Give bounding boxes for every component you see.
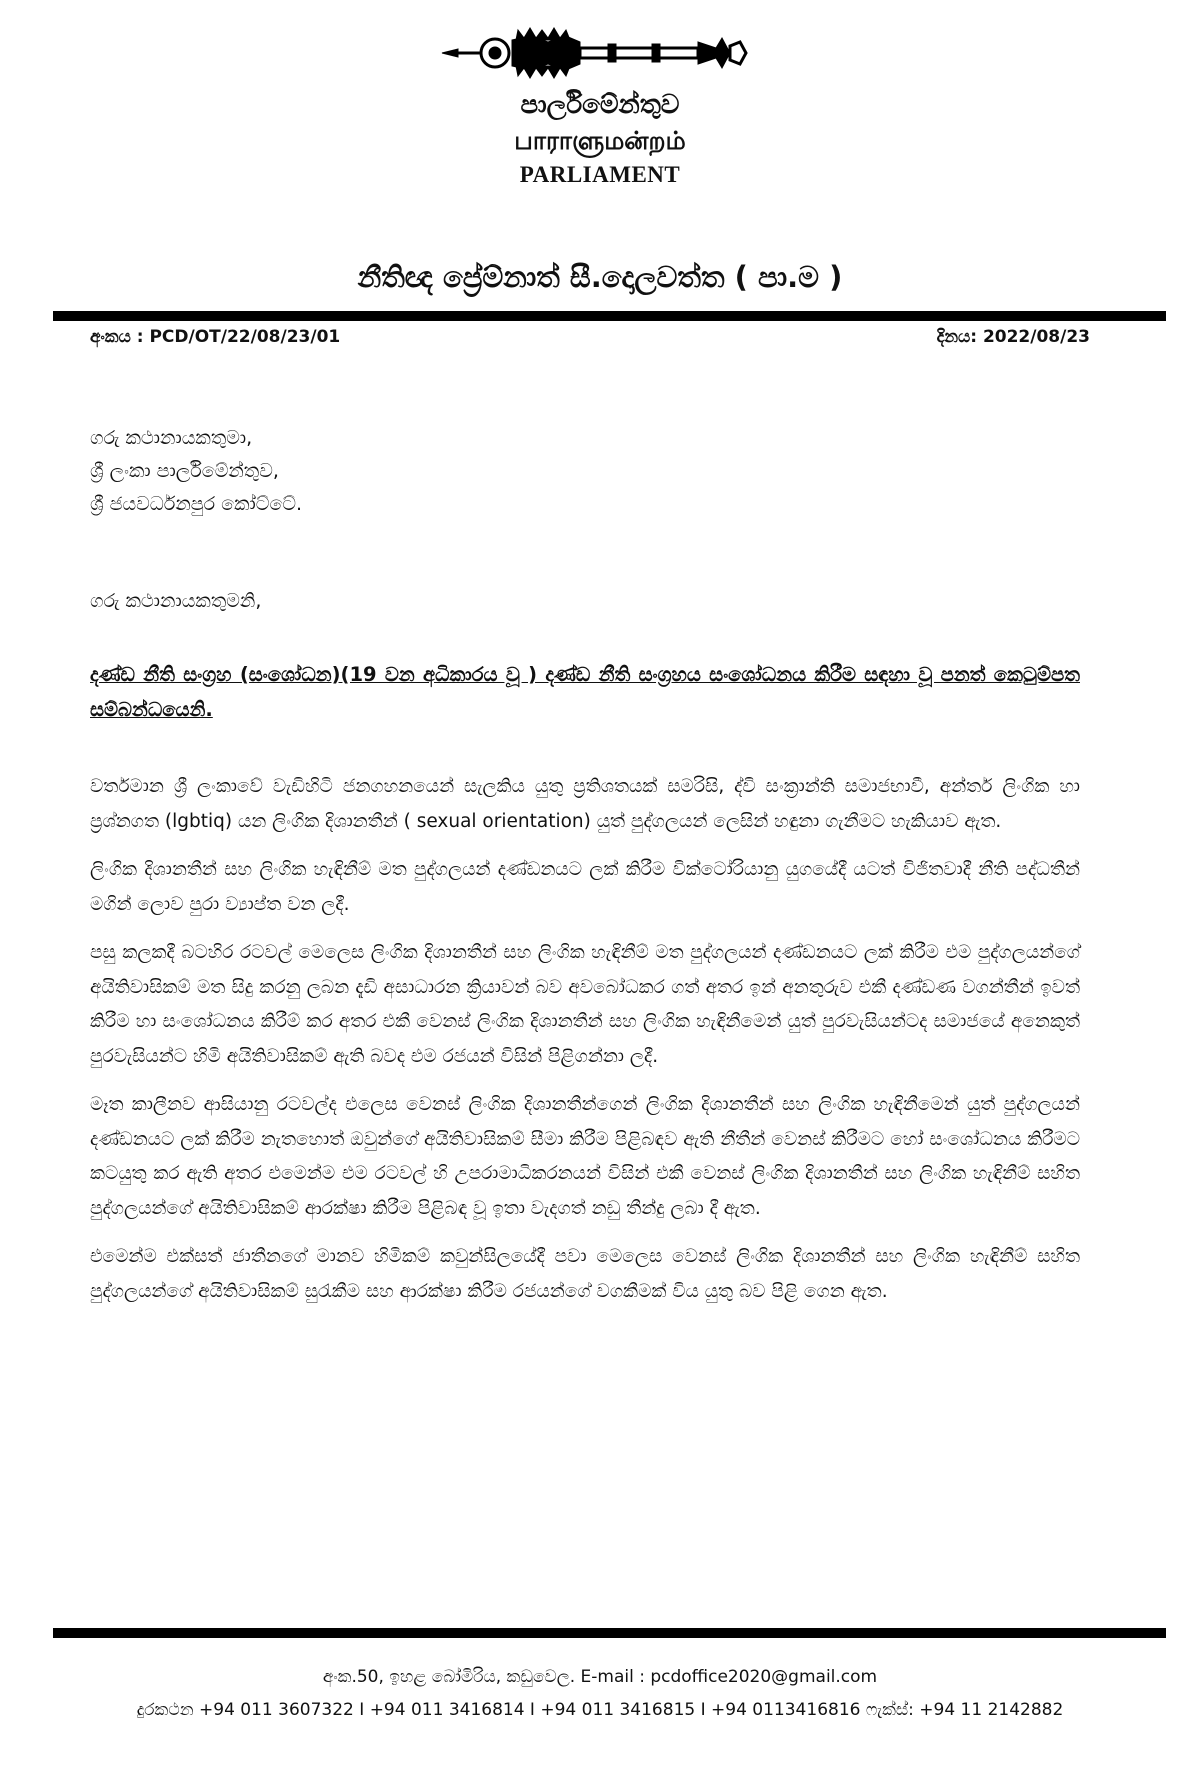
- body-paragraph: මෑත කාලීනව ආසියානු රටවල්ද එලෙස වෙනස් ලිංගික දිශානතීන්ගෙන් ලිංගික දිශානතීන් සහ ලිංගික හැඳිනීමෙන් යුත් පුද්ගලයන් දණ්ඩනයට ලක් කිරීම නැතහොත් ඔවුන්ගේ අයිතිවාසිකම් සීමා කිරීම පිළිබඳව ඇති නීතීන් වෙනස් කිරීමට හෝ සංශෝධනය කිරීමට කටයුතු කර ඇති අතර එමෙන්ම එම රටවල් හි උපරාමාධිකරනයන් විසින් එකී වෙනස් ලිංගික දිශානතීන් සහ ලිංගික හැඳිනීම් සහිත පුද්ගලයන්ගේ අයිතිවාසිකම් ආරක්ෂා කිරීම පිළිබඳ වූ ඉතා වැදගත් නඩු තීන්දු ලබා දී ඇත.: [90, 1094, 1080, 1219]
- letter-body: [90, 770, 1080, 1323]
- footer-phone-fax: දුරකථන +94 011 3607322 I +94 011 3416814 I +94 011 3416815 I +94 0113416816 ෆැක්ස්: +94 11 2142882: [136, 1700, 1064, 1720]
- parliament-mace-emblem: [440, 22, 760, 84]
- salutation: ගරු කථානායකතුමනි,: [90, 590, 262, 612]
- body-paragraph: වර්තමාන ශ්‍රී ලංකාවේ වැඩිහිටි ජනගහනයෙන් සැලකිය යුතු ප්‍රතිශතයක් සමරිසි, ද්වි සංක්‍රාන්ති සමාජභාවී, අන්තර් ලිංගික හා ප්‍රශ්නගත (lgbtiq) යන ලිංගික දිශානතීන් ( sexual orientation) යුත් පුද්ගලයන් ලෙසින් හඳුනා ගැනීමට හැකියාව ඇත.: [90, 776, 1080, 832]
- recipient-address: [90, 422, 302, 521]
- footer-address-email: අංක.50, ඉහළ බෝමිරිය, කඩුවෙල. E-mail : pcdoffice2020@gmail.com: [322, 1667, 878, 1687]
- address-line: ශ්‍රී ලංකා පාර්ලිමේන්තුව,: [90, 460, 279, 482]
- address-line: ශ්‍රී ජයවර්ධනපුර කෝට්ටේ.: [90, 493, 303, 515]
- reference-number: අංකය : PCD/OT/22/08/23/01: [90, 327, 341, 347]
- body-paragraph: ලිංගික දිශානතීන් සහ ලිංගික හැඳිනීම් මත පුද්ගලයන් දණ්ඩනයට ලක් කිරීම වික්ටෝරියානු යුගයේදී යටත් විජිතවාදී නීති පද්ධතීන් මගින් ලොව පුරා ව්‍යාප්ත වන ලදී.: [90, 859, 1080, 915]
- header-name-tamil: பாராளுமன்றம்: [514, 126, 686, 155]
- footer-divider: [53, 1628, 1166, 1638]
- header-divider: [53, 311, 1166, 321]
- header-name-english: PARLIAMENT: [519, 162, 681, 187]
- reference-row: [90, 327, 1090, 353]
- body-paragraph: එමෙන්ම එක්සත් ජාතීනගේ මානව හිමිකම් කවුන්සිලයේදී පවා මෙලෙස වෙනස් ලිංගික දිශානතීන් සහ ලිංගික හැඳිනීම් සහිත පුද්ගලයන්ගේ අයිතිවාසිකම් සුරැකීම සහ ආරක්ෂා කිරීම රජයන්ගේ වගකීමක් විය යුතු බව පිළි ගෙන ඇත.: [90, 1246, 1080, 1302]
- letter-subject: දණ්ඩ නීති සංග්‍රහ (සංශෝධන)(19 වන අධිකාරය වූ ) දණ්ඩ නීති සංග්‍රහය සංශෝධනය කිරීම සඳහා වූ පනත් කෙටුම්පත සම්බන්ධයෙනි.: [90, 663, 1080, 721]
- mp-name: නීතිඥ ප්‍රේම්නාත් සී.දොලවත්ත ( පා.ම ): [357, 260, 843, 294]
- body-paragraph: පසු කලකදී බටහිර රටවල් මෙලෙස ලිංගික දිශානතීන් සහ ලිංගික හැඳිනීම් මත පුද්ගලයන් දණ්ඩනයට ලක් කිරීම එම පුද්ගලයන්ගේ අයිතිවාසිකම් මත සිදු කරනු ලබන දැඩි අසාධාරන ක්‍රියාවන් බව අවබෝධකර ගත් අතර ඉන් අනතුරුව එකී දණ්ඩණ වගන්තීන් ඉවත් කිරීම හා සංශෝධනය කිරීම් කර අතර එකී වෙනස් ලිංගික දිශානතීන් සහ ලිංගික හැඳිනීමෙන් යුත් පුරවැසියන්ටද සමාජයේ අනෙකුත් පුරවැසියන්ට හිමි අයිතිවාසිකම් ඇති බවද එම රජයන් විසින් පිළිගන්නා ලදී.: [90, 942, 1080, 1067]
- header-name-sinhala: පාර්ලිමේන්තුව: [520, 90, 680, 120]
- letter-date: දිනය: 2022/08/23: [936, 327, 1090, 347]
- address-line: ගරු කථානායකතුමා,: [90, 427, 253, 449]
